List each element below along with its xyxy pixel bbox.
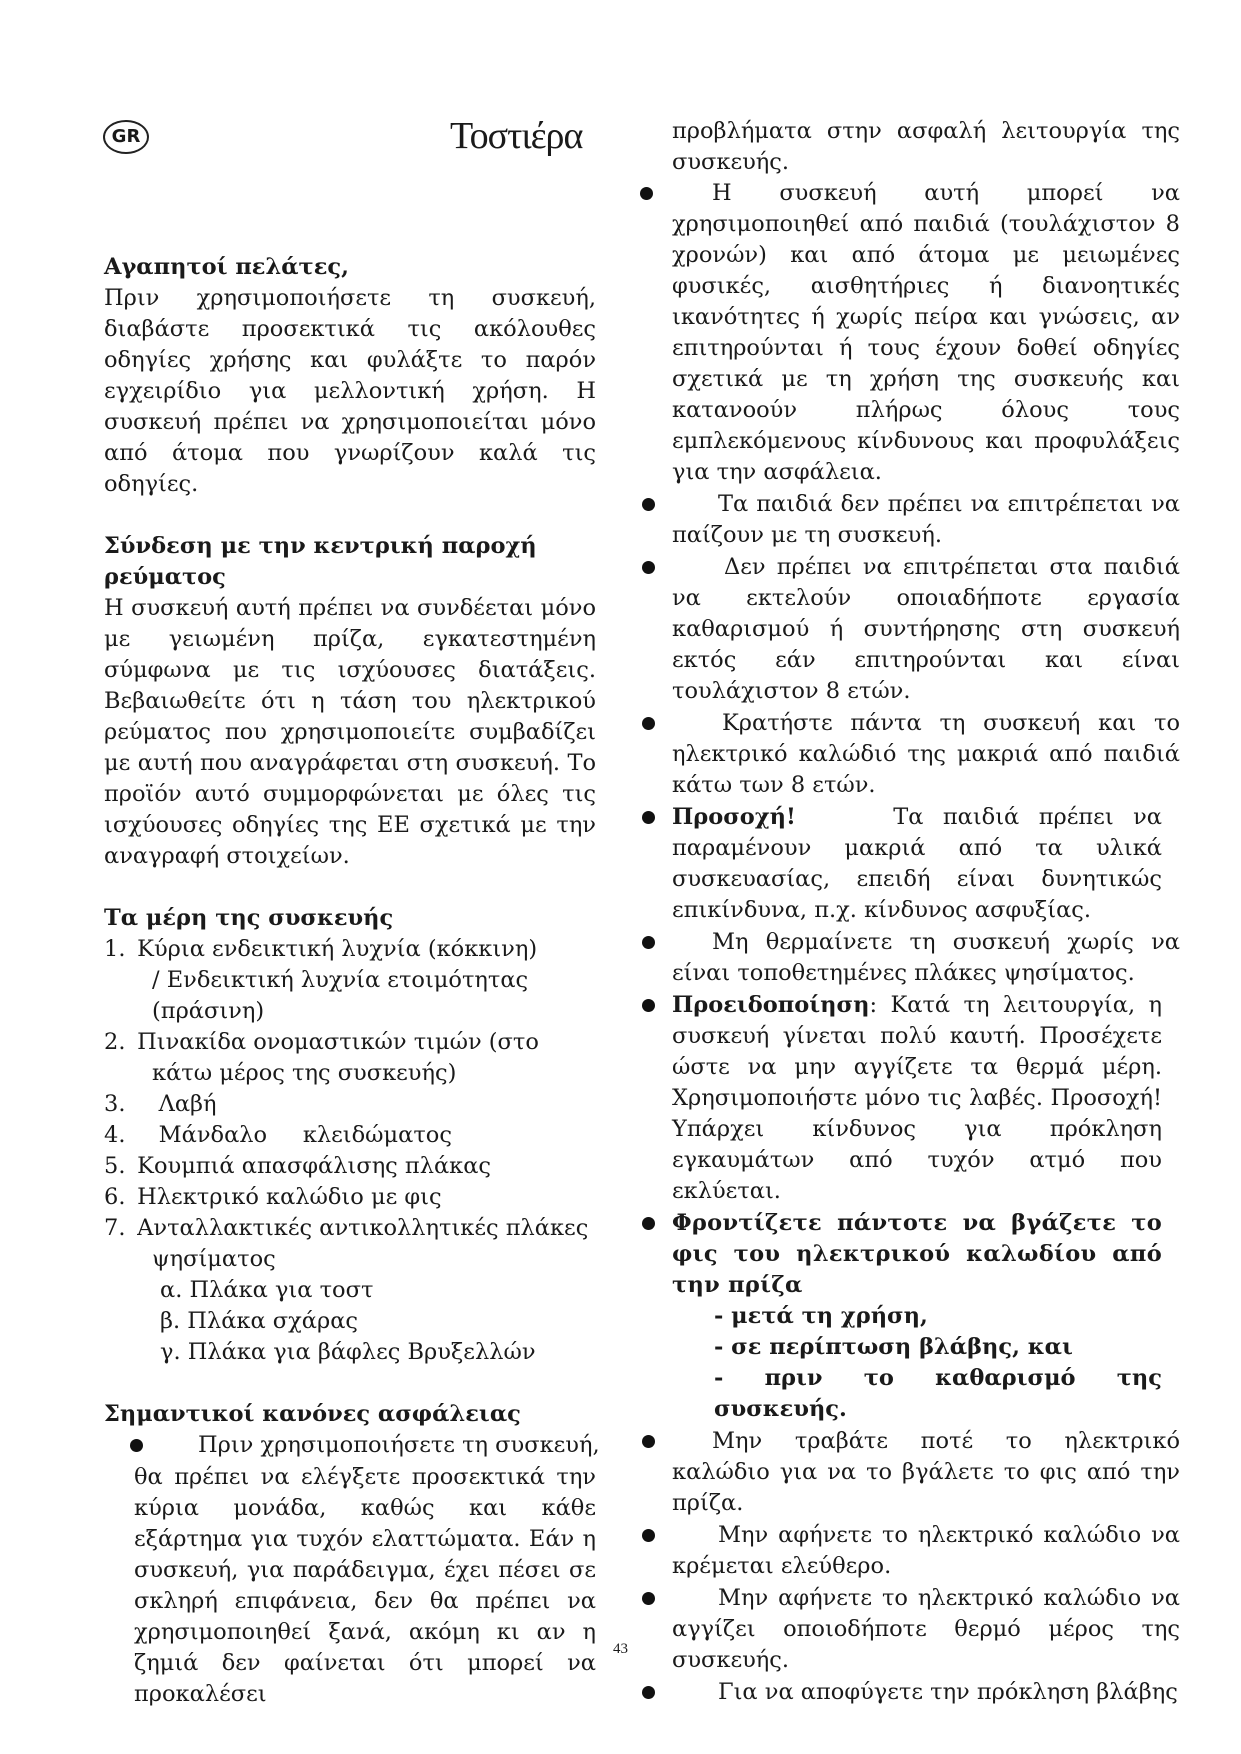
power-heading: Σύνδεση με την κεντρική παροχή ρεύματος	[104, 533, 537, 590]
unplug-case: - πριν το καθαρισμό της συσκευής.	[714, 1365, 1162, 1422]
plate-item: γ. Πλάκα για βάφλες Βρυξελλών	[160, 1339, 536, 1365]
page-title: Τοστιέρα	[450, 115, 583, 157]
bullet-dot	[642, 498, 655, 511]
bullet-dot	[642, 1686, 655, 1699]
bullet-dot	[642, 1529, 655, 1542]
bullet-dot	[130, 1439, 143, 1452]
safety-bullet: Μην αφήνετε το ηλεκτρικό καλώδιο να αγγίζει οποιοδήποτε θερμό μέρος της συσκευής.	[672, 1583, 1180, 1676]
safety-bullet: Πριν χρησιμοποιήσετε τη συσκευή,	[104, 1430, 646, 1461]
safety-bullet: Φροντίζετε πάντοτε να βγάζετε το φις του ηλεκτρικού καλωδίου από την πρίζα - μετά τη χρήση, - σε περίπτωση βλάβης, και - πριν το καθαρισμό της συσκευής.	[672, 1208, 1162, 1425]
page-number: 43	[613, 1641, 628, 1657]
parts-list-item: 7. Ανταλλακτικές αντικολλητικές πλάκες ψησίματος	[104, 1215, 589, 1272]
intro-paragraph: Πριν χρησιμοποιήσετε τη συσκευή, διαβάστε προσεκτικά τις ακόλουθες οδηγίες χρήσης και φυλάξτε το παρόν εγχειρίδιο για μελλοντική χρήση. Η συσκευή πρέπει να χρησιμοποιείται μόνο από άτομα που γνωρίζουν καλά τις οδηγίες.	[104, 285, 596, 497]
parts-list-item: 3. Λαβή	[104, 1091, 217, 1117]
unplug-case: - σε περίπτωση βλάβης, και	[714, 1334, 1073, 1360]
power-paragraph: Η συσκευή αυτή πρέπει να συνδέεται μόνο με γειωμένη πρίζα, εγκατεστημένη σύμφωνα με τις ισχύουσες διατάξεις. Βεβαιωθείτε ότι η τάση του ηλεκτρικού ρεύματος που χρησιμοποιείτε συμβαδίζει με αυτή που αναγράφεται στη συσκευή. Το προϊόν αυτό συμμορφώνεται με όλες τις ισχύουσες οδηγίες της ΕΕ σχετικά με την αναγραφή στοιχείων.	[104, 595, 596, 869]
bullet-dot	[642, 999, 655, 1012]
parts-list	[104, 934, 596, 1275]
left-column	[104, 252, 600, 1710]
safety-heading: Σημαντικοί κανόνες ασφάλειας	[104, 1401, 521, 1427]
parts-list-item: 1. Κύρια ενδεικτική λυχνία (κόκκινη) / Ενδεικτική λυχνία ετοιμότητας (πράσινη)	[104, 936, 538, 1024]
safety-bullet: Μην αφήνετε το ηλεκτρικό καλώδιο να κρέμεται ελεύθερο.	[672, 1520, 1180, 1582]
safety-bullet: Για να αποφύγετε την πρόκληση βλάβης	[672, 1677, 1180, 1708]
bullet-dot	[642, 1435, 655, 1448]
language-badge: GR	[103, 120, 149, 154]
safety-bullet: Προειδοποίηση: Κατά τη λειτουργία, η συσκευή γίνεται πολύ καυτή. Προσέχετε ώστε να μην αγγίζετε τα θερμά μέρη. Χρησιμοποιήστε μόνο τις λαβές. Προσοχή! Υπάρχει κίνδυνος για πρόκληση εγκαυμάτων από τυχόν ατμό που εκλύεται.	[672, 990, 1162, 1207]
parts-list-item: 4. Μάνδαλο κλειδώματος	[104, 1122, 452, 1148]
bullet-dot	[642, 1217, 655, 1230]
safety-bullet: Μη θερμαίνετε τη συσκευή χωρίς να είναι τοποθετημένες πλάκες ψησίματος.	[672, 927, 1180, 989]
parts-list-item: 2. Πινακίδα ονομαστικών τιμών (στο κάτω μέρος της συσκευής)	[104, 1029, 539, 1086]
safety-bullet: Μην τραβάτε ποτέ το ηλεκτρικό καλώδιο για να το βγάλετε το φις από την πρίζα.	[672, 1426, 1180, 1519]
plate-item: β. Πλάκα σχάρας	[160, 1308, 359, 1334]
bullet-dot	[642, 811, 655, 824]
greeting-heading: Αγαπητοί πελάτες,	[104, 254, 349, 280]
safety-bullet-text: θα πρέπει να ελέγξετε προσεκτικά την κύρια μονάδα, καθώς και κάθε εξάρτημα για τυχόν ελαττώματα. Εάν η συσκευή, για παράδειγμα, έχει πέσει σε σκληρή επιφάνεια, δεν θα πρέπει να χρησιμοποιηθεί ξανά, ακόμη κι αν η ζημιά δεν φαίνεται ότι μπορεί να προκαλέσει	[134, 1464, 596, 1707]
bullet-dot	[642, 936, 655, 949]
safety-bullet: Η συσκευή αυτή μπορεί να χρησιμοποιηθεί από παιδιά (τουλάχιστον 8 χρονών) και από άτομα με μειωμένες φυσικές, αισθητήριες ή διανοητικές ικανότητες ή χωρίς πείρα και γνώσεις, αν επιτηρούνται ή τους έχουν δοθεί οδηγίες σχετικά με τη χρήση της συσκευής και κατανοούν πλήρως όλους τους εμπλεκόμενους κίνδυνους και προφυλάξεις για την ασφάλεια.	[672, 178, 1180, 488]
parts-list-item: 5. Κουμπιά απασφάλισης πλάκας	[104, 1153, 492, 1179]
bullet-dot	[642, 561, 655, 574]
bullet-dot	[642, 717, 655, 730]
parts-heading: Τα μέρη της συσκευής	[104, 905, 394, 931]
safety-bullet: Δεν πρέπει να επιτρέπεται στα παιδιά να εκτελούν οποιαδήποτε εργασία καθαρισμού ή συντήρησης στη συσκευή εκτός εάν επιτηρούνται και είναι τουλάχιστον 8 ετών.	[672, 552, 1180, 707]
continued-paragraph: προβλήματα στην ασφαλή λειτουργία της συσκευής.	[672, 118, 1180, 175]
bullet-dot	[642, 1592, 655, 1605]
safety-bullet: Κρατήστε πάντα τη συσκευή και το ηλεκτρικό καλώδιό της μακριά από παιδιά κάτω των 8 ετών.	[672, 708, 1180, 801]
unplug-case: - μετά τη χρήση,	[714, 1303, 928, 1329]
safety-bullet: Προσοχή! Τα παιδιά πρέπει να παραμένουν μακριά από τα υλικά συσκευασίας, επειδή είναι δυνητικώς επικίνδυνα, π.χ. κίνδυνος ασφυξίας.	[672, 802, 1162, 926]
bullet-dot	[640, 187, 653, 200]
plate-item: α. Πλάκα για τοστ	[160, 1277, 374, 1303]
parts-list-item: 6. Ηλεκτρικό καλώδιο με φις	[104, 1184, 442, 1210]
safety-bullet: Τα παιδιά δεν πρέπει να επιτρέπεται να παίζουν με τη συσκευή.	[672, 489, 1180, 551]
right-column	[648, 116, 1180, 1709]
